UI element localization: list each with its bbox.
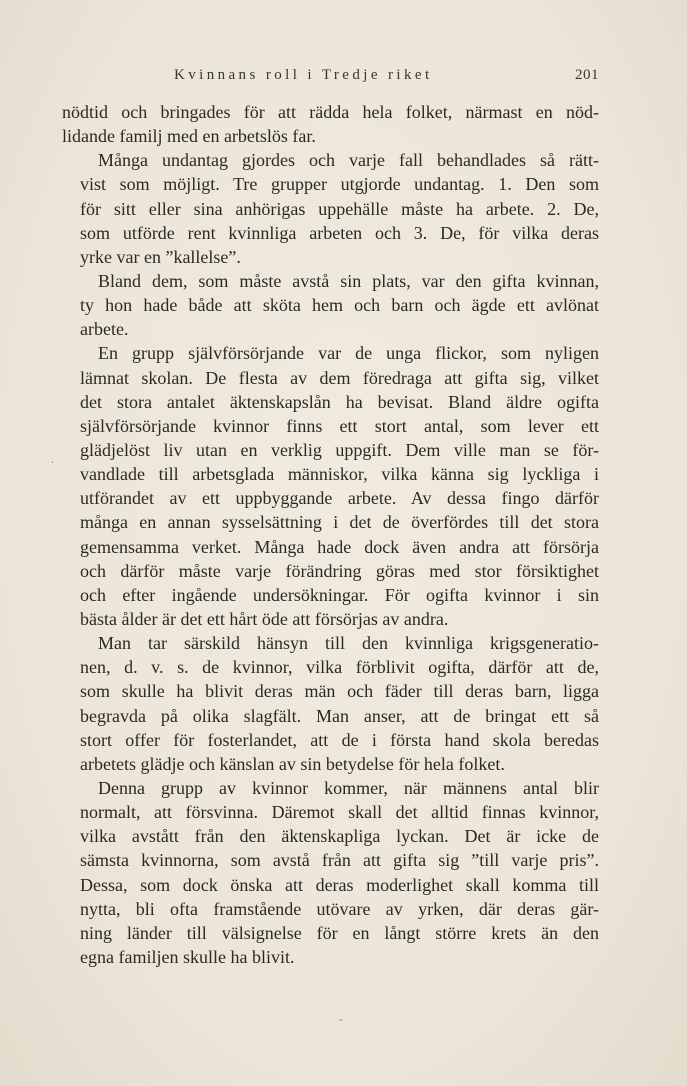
text-line: som utförde rent kvinnliga arbeten och 3. De, för vilka deras bbox=[80, 222, 599, 243]
text-line: gemensamma verket. Många hade dock även andra att försörja bbox=[80, 536, 599, 557]
text-line: En grupp självförsörjande var de unga flickor, som nyligen bbox=[98, 343, 599, 364]
text-line: bästa ålder är det ett hårt öde att försörjas av andra. bbox=[80, 608, 449, 629]
margin-speck: . bbox=[51, 452, 54, 466]
paragraph bbox=[62, 100, 599, 148]
paragraph bbox=[62, 148, 599, 269]
text-line: arbetets glädje och känslan av sin betydelse för hela folket. bbox=[80, 753, 505, 774]
margin-speck: - bbox=[339, 1012, 343, 1026]
running-head bbox=[62, 64, 599, 88]
text-line: självförsörjande kvinnor finns ett stort antal, som lever ett bbox=[80, 415, 599, 436]
text-line: nödtid och bringades för att rädda hela folket, närmast en nöd- bbox=[62, 102, 599, 122]
text-line: arbete. bbox=[80, 319, 129, 340]
text-line: nytta, bli ofta framstående utövare av yrken, där deras gär- bbox=[80, 898, 599, 919]
body-text bbox=[62, 100, 599, 969]
text-line: vilka avstått från den äktenskapliga lyckan. Det är icke de bbox=[80, 826, 599, 847]
text-line: Man tar särskild hänsyn till den kvinnliga krigsgeneratio- bbox=[98, 633, 599, 654]
text-line: ty hon hade både att sköta hem och barn och ägde ett avlönat bbox=[80, 295, 599, 316]
text-line: begravda på olika slagfält. Man anser, att de bringat ett så bbox=[80, 705, 599, 726]
text-line: sämsta kvinnorna, som avstå från att gifta sig ”till varje pris”. bbox=[80, 850, 599, 871]
text-line: Många undantag gjordes och varje fall behandlades så rätt- bbox=[98, 150, 599, 171]
text-line: och därför måste varje förändring göras med stor försiktighet bbox=[80, 560, 599, 581]
text-line: Denna grupp av kvinnor kommer, när männens antal blir bbox=[98, 777, 599, 798]
paragraph bbox=[62, 341, 599, 631]
text-line: utförandet av ett uppbyggande arbete. Av dessa fingo därför bbox=[80, 488, 599, 509]
text-line: som skulle ha blivit deras män och fäder till deras barn, ligga bbox=[80, 681, 599, 702]
text-line: yrke var en ”kallelse”. bbox=[80, 246, 241, 267]
text-line: lidande familj med en arbetslös far. bbox=[62, 126, 316, 147]
text-line: vist som möjligt. Tre grupper utgjorde undantag. 1. Den som bbox=[80, 174, 599, 195]
text-line: glädjelöst liv utan en verklig uppgift. Dem ville man se för- bbox=[80, 439, 599, 460]
page-number: 201 bbox=[575, 67, 599, 83]
text-line: det stora antalet äktenskapslån ha bevisat. Bland äldre ogifta bbox=[80, 391, 599, 412]
text-line: nen, d. v. s. de kvinnor, vilka förblivit ogifta, därför att de, bbox=[80, 657, 599, 678]
paragraph bbox=[62, 631, 599, 776]
text-line: normalt, att försvinna. Däremot skall det alltid finnas kvinnor, bbox=[80, 802, 599, 823]
text-line: många en annan sysselsättning i det de överfördes till det stora bbox=[80, 512, 599, 533]
paragraph bbox=[62, 269, 599, 341]
text-line: stort offer för fosterlandet, att de i första hand skola beredas bbox=[80, 729, 599, 750]
text-line: egna familjen skulle ha blivit. bbox=[80, 946, 295, 967]
text-line: och efter ingående undersökningar. För ogifta kvinnor i sin bbox=[80, 584, 599, 605]
text-line: Bland dem, som måste avstå sin plats, var den gifta kvinnan, bbox=[98, 270, 599, 291]
running-title: Kvinnans roll i Tredje riket bbox=[174, 67, 433, 83]
text-line: ning länder till välsignelse för en långt större krets än den bbox=[80, 922, 599, 943]
text-line: vandlade till arbetsglada människor, vilka känna sig lyckliga i bbox=[80, 464, 599, 485]
text-line: för sitt eller sina anhörigas uppehälle måste ha arbete. 2. De, bbox=[80, 198, 599, 219]
text-line: lämnat skolan. De flesta av dem föredraga att gifta sig, vilket bbox=[80, 367, 599, 388]
text-line: Dessa, som dock önska att deras moderlighet skall komma till bbox=[80, 874, 599, 895]
paragraph bbox=[62, 776, 599, 969]
